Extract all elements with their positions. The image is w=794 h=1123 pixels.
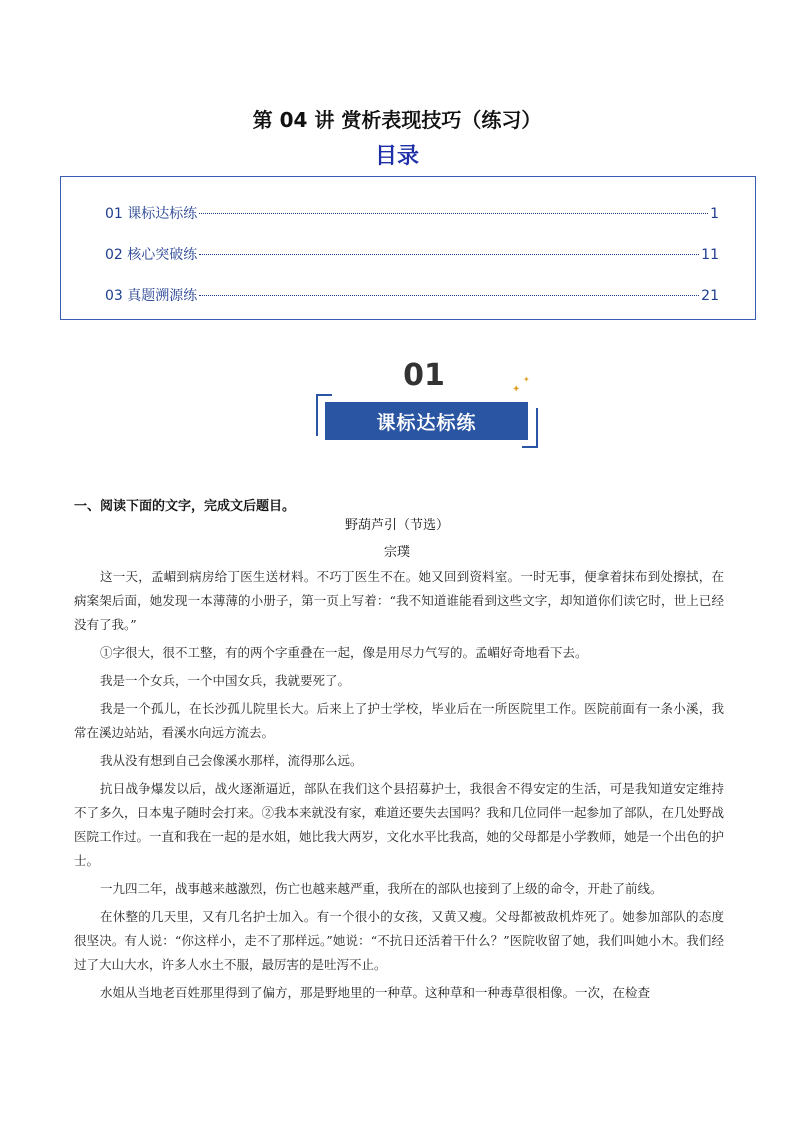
story-author: 宗璞 <box>383 545 410 560</box>
toc-item-1[interactable] <box>105 203 719 223</box>
toc-item-label: 01 课标达标练 <box>105 206 198 222</box>
passage-paragraph: ①字很大，很不工整，有的两个字重叠在一起，像是用尽力气写的。孟嵋好奇地看下去。 <box>100 645 588 660</box>
toc-leader-dots <box>199 295 699 296</box>
page-title: 第 04 讲 赏析表现技巧（练习） <box>252 108 542 132</box>
toc-heading: 目录 <box>374 144 419 169</box>
toc-item-3[interactable] <box>105 285 719 305</box>
table-of-contents <box>60 176 756 320</box>
sparkle-icon: ✦ <box>512 384 521 395</box>
passage-body <box>74 565 724 1009</box>
passage-paragraph: 抗日战争爆发以后，战火逐渐逼近，部队在我们这个县招募护士，我很舍不得安定的生活，可是我知道安定维持不了多久，日本鬼子随时会打来。②我本来就没有家，难道还要失去国吗？我和几位同伴一起参加了部队，在几处野战医院工作过。一直和我在一起的是水姐，她比我大两岁，文化水平比我高，她的父母都是小学教师，她是一个出色的护士。 <box>74 781 725 868</box>
passage-paragraph: 水姐从当地老百姓那里得到了偏方，那是野地里的一种草。这种草和一种毒草很相像。一次，在检查 <box>100 985 651 1000</box>
section-banner-label: 课标达标练 <box>376 411 477 434</box>
passage-paragraph: 我从没有想到自己会像溪水那样，流得那么远。 <box>100 753 363 768</box>
passage-paragraph: 这一天，孟嵋到病房给丁医生送材料。不巧丁医生不在。她又回到资料室。一时无事，便拿着抹布到处擦拭，在病案架后面，她发现一本薄薄的小册子，第一页上写着：“我不知道谁能看到这些文字，却知道你们读它时，世上已经没有了我。” <box>74 569 724 632</box>
section-banner <box>325 402 528 440</box>
question-prompt: 一、阅读下面的文字，完成文后题目。 <box>74 499 296 514</box>
story-title: 野葫芦引（节选） <box>344 518 449 533</box>
toc-item-page: 1 <box>710 206 719 222</box>
toc-item-label: 02 核心突破练 <box>105 247 198 263</box>
passage-paragraph: 我是一个女兵，一个中国女兵，我就要死了。 <box>100 673 351 688</box>
toc-item-page: 11 <box>701 247 719 263</box>
toc-item-2[interactable] <box>105 244 719 264</box>
toc-leader-dots <box>199 254 699 255</box>
toc-item-label: 03 真题溯源练 <box>105 288 198 304</box>
passage-paragraph: 我是一个孤儿，在长沙孤儿院里长大。后来上了护士学校，毕业后在一所医院里工作。医院前面有一条小溪，我常在溪边站站，看溪水向远方流去。 <box>74 701 724 740</box>
passage-paragraph: 一九四二年，战事越来越激烈，伤亡也越来越严重，我所在的部队也接到了上级的命令，开赴了前线。 <box>100 881 663 896</box>
section-number: 01 <box>403 358 445 393</box>
toc-item-page: 21 <box>701 288 719 304</box>
toc-leader-dots <box>199 213 708 214</box>
sparkle-icon: ✦ <box>523 375 530 384</box>
passage-paragraph: 在休整的几天里，又有几名护士加入。有一个很小的女孩，又黄又瘦。父母都被敌机炸死了。她参加部队的态度很坚决。有人说：“你这样小，走不了那样远。”她说：“不抗日还活着干什么？”医院收留了她，我们叫她小木。我们经过了大山大水，许多人水土不服，最厉害的是吐泻不止。 <box>74 909 724 972</box>
